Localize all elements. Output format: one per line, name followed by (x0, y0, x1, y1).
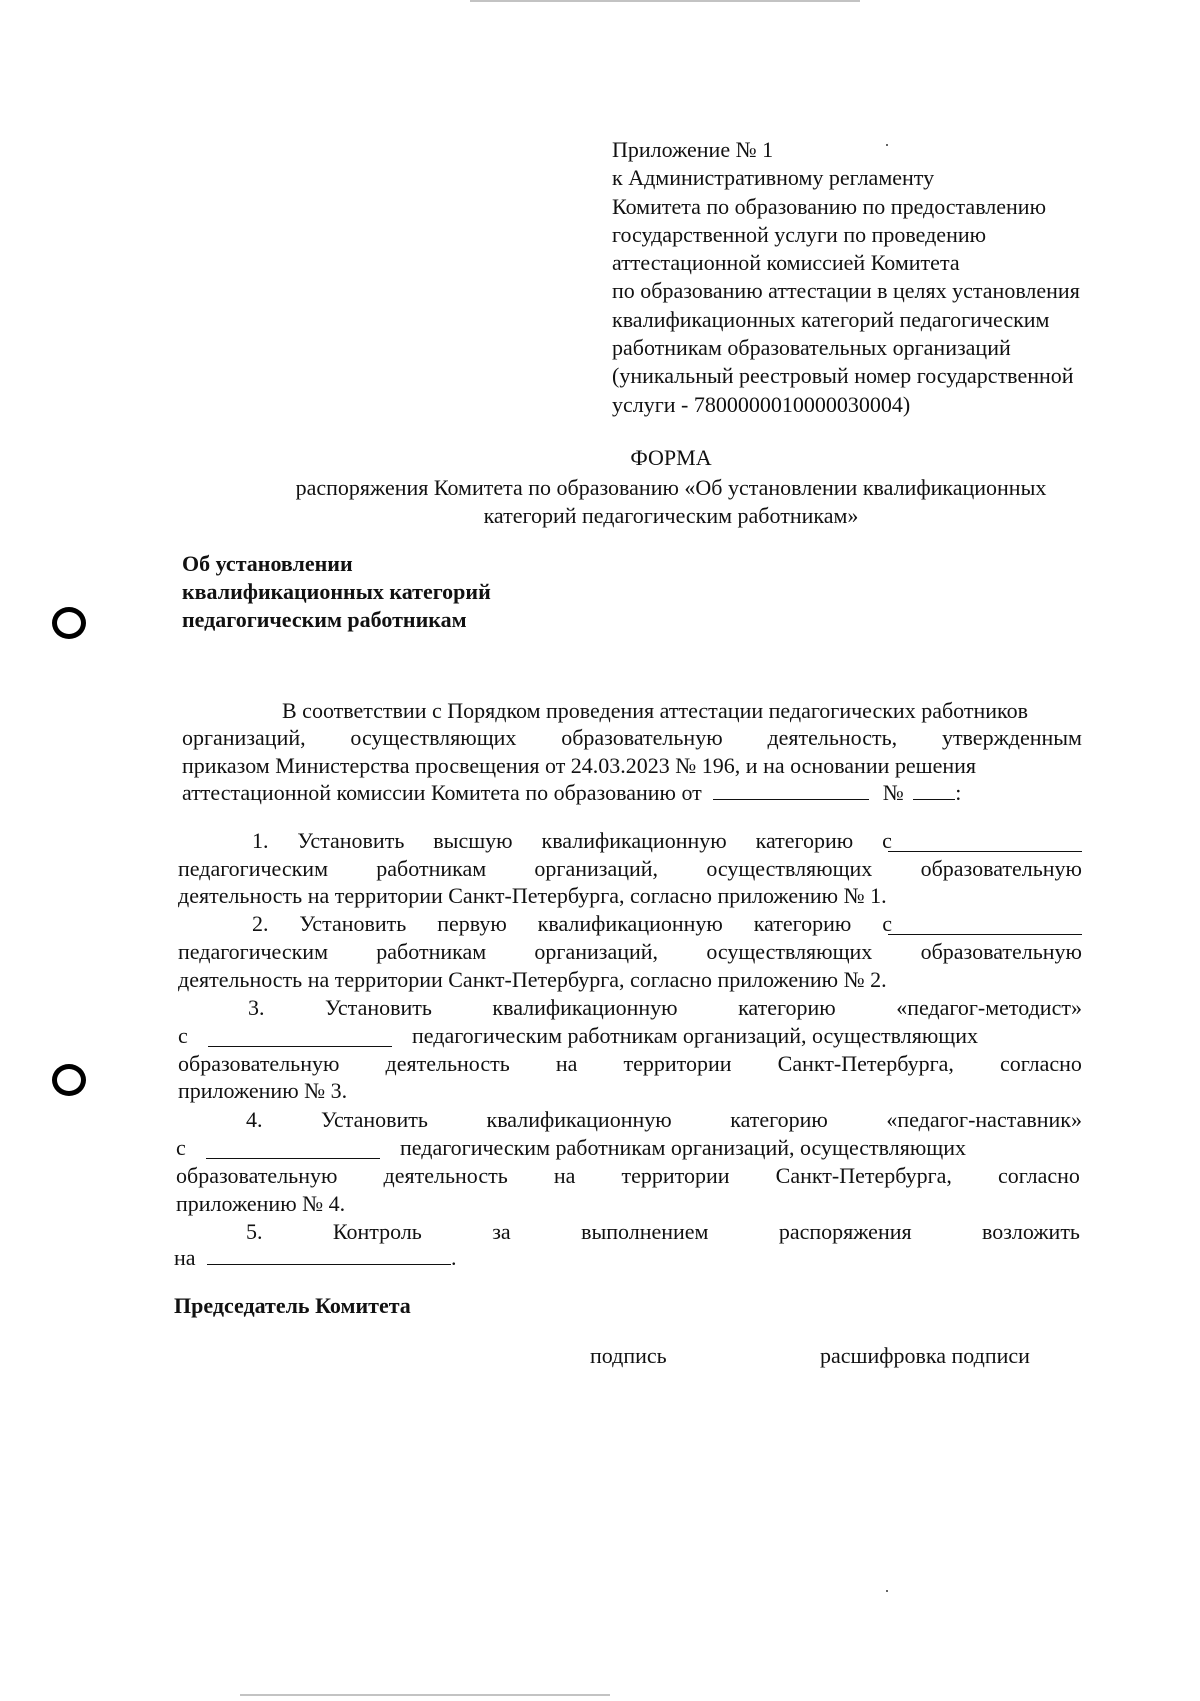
signature-decode-label: расшифровка подписи (820, 1343, 1030, 1368)
preamble-line: приказом Министерства просвещения от 24.03.2023 № 196, и на основании решения (182, 753, 977, 778)
preamble-line-date (182, 779, 961, 807)
appendix-header (612, 136, 1182, 419)
word: выполнением (581, 1219, 709, 1244)
word: категорию (753, 911, 852, 936)
word: образовательную (178, 1051, 340, 1076)
word: Установить (321, 1107, 428, 1132)
word: организаций, (534, 939, 659, 964)
word: утвержденным (941, 725, 1082, 750)
word: первую (437, 911, 507, 936)
form-heading: ФОРМА (630, 445, 712, 470)
appendix-line: услуги - 7800000010000030004) (612, 391, 911, 417)
form-subtitle-line: распоряжения Комитета по образованию «Об установлении квалификационных (295, 475, 1047, 500)
order-title-line: педагогическим работникам (182, 607, 467, 632)
punch-hole-upper (52, 607, 86, 639)
word: с (882, 828, 892, 853)
item-4-c: с (176, 1135, 186, 1160)
item-2-date-blank[interactable] (888, 916, 1082, 935)
word: «педагог-наставник» (886, 1107, 1082, 1132)
word: 2. (252, 911, 269, 936)
word: за (492, 1219, 511, 1244)
word: Установить (297, 828, 405, 853)
order-title-line: квалификационных категорий (182, 579, 491, 604)
word: на (555, 1051, 578, 1076)
appendix-line: (уникальный реестровый номер государственной (612, 363, 1074, 389)
item-4-line: педагогическим работникам организаций, осуществляющих (400, 1135, 966, 1160)
preamble-line: В соответствии с Порядком проведения аттестации педагогических работников (282, 698, 1028, 723)
item-1-line (178, 855, 1082, 883)
word: деятельность, (767, 725, 898, 750)
word: Санкт-Петербурга, (775, 1163, 952, 1188)
word: деятельность (385, 1051, 510, 1076)
item-5-responsible-blank[interactable] (207, 1246, 451, 1265)
word: квалификационную (486, 1107, 672, 1132)
word: педагогическим (178, 939, 329, 964)
word: квалификационную (541, 828, 727, 853)
word: Установить (299, 911, 407, 936)
word: образовательную (920, 939, 1082, 964)
word: согласно (999, 1051, 1082, 1076)
word: деятельность (383, 1163, 508, 1188)
word: распоряжения (778, 1219, 912, 1244)
item-4-line: приложению № 4. (176, 1191, 346, 1216)
word: квалификационную (537, 911, 723, 936)
item-4-line (176, 1162, 1080, 1190)
item-4-line (246, 1106, 1082, 1134)
word: территории (623, 1051, 732, 1076)
appendix-line: работникам образовательных организаций (612, 335, 1011, 361)
punch-hole-lower (52, 1064, 86, 1096)
word: организаций, (534, 856, 659, 881)
appendix-line: квалификационных категорий педагогическим (612, 306, 1050, 332)
scan-speck (886, 1590, 888, 1592)
date-blank[interactable] (713, 781, 869, 800)
word: категорию (755, 828, 854, 853)
word: с (882, 911, 892, 936)
item-2-line (252, 910, 892, 938)
colon: : (955, 780, 962, 805)
word: «педагог-методист» (896, 995, 1082, 1020)
appendix-line: к Административному регламенту (612, 165, 935, 191)
item-1-line: деятельность на территории Санкт-Петербурга, согласно приложению № 1. (178, 883, 887, 908)
preamble-text: аттестационной комиссии Комитета по образованию от (182, 780, 702, 805)
word: осуществляющих (706, 939, 873, 964)
item-2-line (178, 938, 1082, 966)
signature-label: подпись (590, 1343, 667, 1368)
word: образовательную (561, 725, 723, 750)
word: категорию (738, 995, 836, 1020)
word: высшую (433, 828, 513, 853)
word: категорию (730, 1107, 828, 1132)
appendix-line: государственной услуги по проведению (612, 221, 987, 247)
item-3-line (178, 1050, 1082, 1078)
word: работникам (376, 856, 487, 881)
chairman-label: Председатель Комитета (174, 1293, 411, 1318)
appendix-line: по образованию аттестации в целях установления (612, 278, 1080, 304)
item-4-date-blank[interactable] (206, 1140, 380, 1159)
word: образовательную (920, 856, 1082, 881)
word: Установить (324, 995, 432, 1020)
item-1-line (252, 827, 892, 855)
appendix-line: Комитета по образованию по предоставлению (612, 193, 1047, 219)
word: организаций, (182, 725, 306, 750)
appendix-line: Приложение № 1 (612, 137, 774, 162)
word: осуществляющих (706, 856, 873, 881)
word: осуществляющих (350, 725, 517, 750)
number-sign: № (882, 780, 904, 805)
word: возложить (981, 1219, 1080, 1244)
word: на (553, 1163, 576, 1188)
word: образовательную (176, 1163, 338, 1188)
word: квалификационную (492, 995, 678, 1020)
scan-artifact-bottom (240, 1694, 610, 1696)
item-3-line (248, 994, 1082, 1022)
word: 4. (246, 1107, 263, 1132)
item-2-line: деятельность на территории Санкт-Петербурга, согласно приложению № 2. (178, 967, 887, 992)
word: согласно (997, 1163, 1080, 1188)
item-1-date-blank[interactable] (888, 833, 1082, 852)
order-title-line: Об установлении (182, 551, 353, 576)
word: на (174, 1245, 196, 1270)
preamble-line (182, 724, 1082, 752)
word: 5. (246, 1219, 263, 1244)
item-3-c: с (178, 1023, 188, 1048)
word: территории (621, 1163, 730, 1188)
form-subtitle-line: категорий педагогическим работникам» (483, 503, 859, 528)
appendix-line: аттестационной комиссией Комитета (612, 250, 960, 276)
item-5-line (246, 1218, 1080, 1246)
period: . (451, 1245, 457, 1270)
word: работникам (376, 939, 487, 964)
item-3-date-blank[interactable] (208, 1028, 392, 1047)
word: педагогическим (178, 856, 329, 881)
word: 1. (252, 828, 269, 853)
item-5-line (174, 1244, 457, 1272)
item-3-line: педагогическим работникам организаций, осуществляющих (412, 1023, 978, 1048)
number-blank[interactable] (913, 781, 955, 800)
word: 3. (248, 995, 265, 1020)
word: Санкт-Петербурга, (777, 1051, 954, 1076)
item-3-line: приложению № 3. (178, 1078, 348, 1103)
word: Контроль (332, 1219, 422, 1244)
scan-artifact-top (470, 0, 860, 2)
